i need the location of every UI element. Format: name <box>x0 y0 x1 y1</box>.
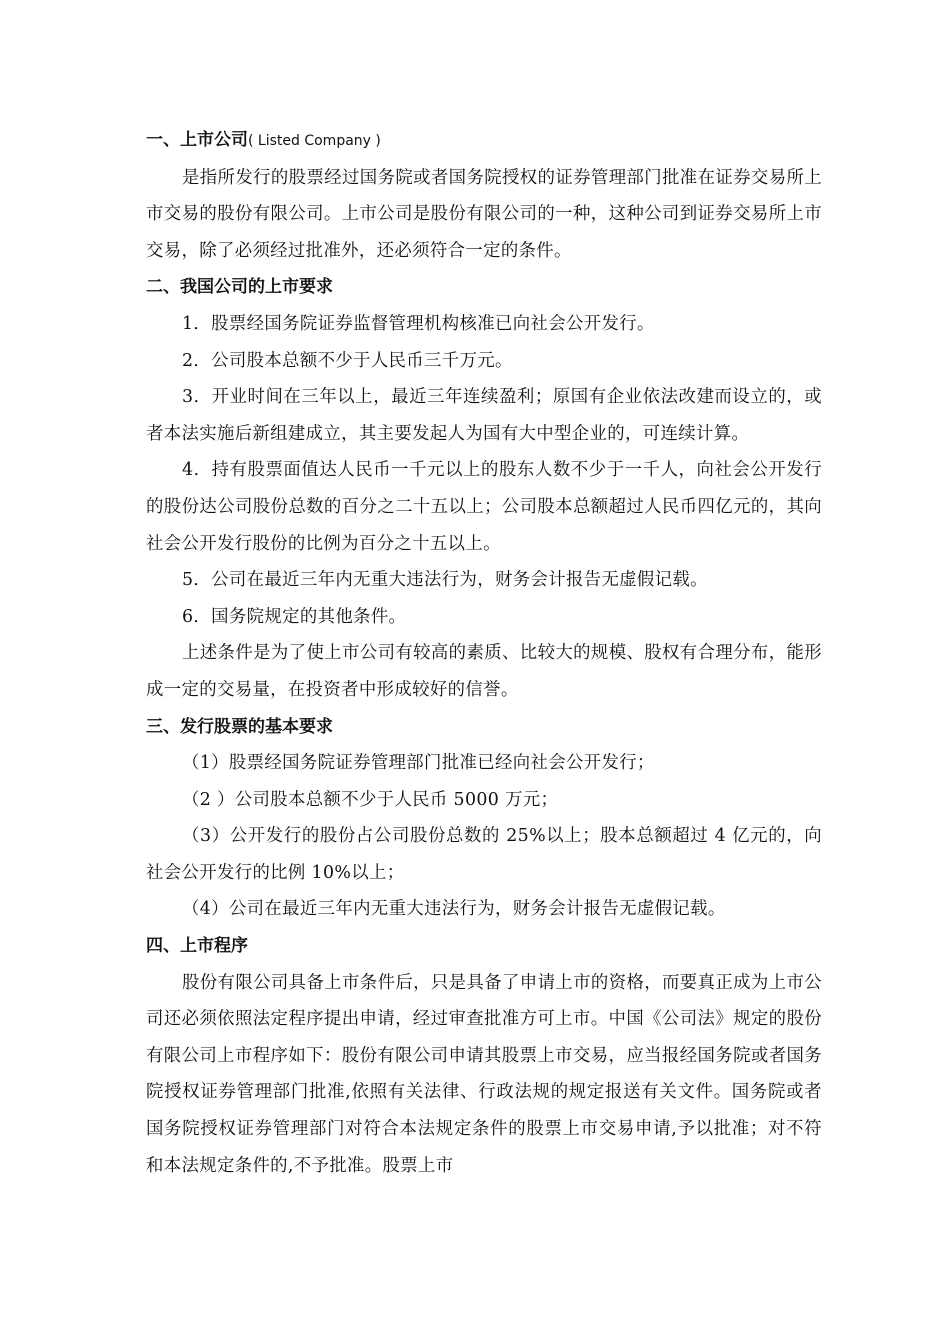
section-heading-listed-company: 一、上市公司( Listed Company ) <box>146 130 381 150</box>
list-item: （1）股票经国务院证券管理部门批准已经向社会公开发行； <box>182 753 655 774</box>
list-item: （3）公开发行的股份占公司股份总数的 25%以上；股本总额超过 4 亿元的，向社会公开发行的比例 10%以上； <box>146 826 822 883</box>
list-item: 1．股票经国务院证券监督管理机构核准已向社会公开发行。 <box>182 313 655 334</box>
list-item: 4．持有股票面值达人民币一千元以上的股东人数不少于一千人，向社会公开发行的股份达公司股份总数的百分之二十五以上；公司股本总额超过人民币四亿元的，其向社会公开发行股份的比例为百分之十五以上。 <box>146 460 822 554</box>
paragraph-requirements-summary: 上述条件是为了使上市公司有较高的素质、比较大的规模、股权有合理分布，能形成一定的交易量，在投资者中形成较好的信誉。 <box>146 643 822 700</box>
document-body <box>146 122 822 1184</box>
list-item: （4）公司在最近三年内无重大违法行为，财务会计报告无虚假记载。 <box>182 899 726 920</box>
section-heading-listing-requirements: 二、我国公司的上市要求 <box>146 277 333 298</box>
list-item: 3．开业时间在三年以上，最近三年连续盈利；原国有企业依法改建而设立的，或者本法实施后新组建成立，其主要发起人为国有大中型企业的，可连续计算。 <box>146 387 822 444</box>
list-item: （2 ）公司股本总额不少于人民币 5000 万元； <box>182 789 559 810</box>
section-heading-issuance-requirements: 三、发行股票的基本要求 <box>146 716 333 737</box>
paragraph-listing-procedure: 股份有限公司具备上市条件后，只是具备了申请上市的资格，而要真正成为上市公司还必须依照法定程序提出申请，经过审查批准方可上市。中国《公司法》规定的股份有限公司上市程序如下：股份有限公司申请其股票上市交易，应当报经国务院或者国务院授权证券管理部门批准,依照有关法律、行政法规的规定报送有关文件。国务院或者国务院授权证券管理部门对符合本法规定条件的股票上市交易申请,予以批准；对不符和本法规定条件的,不予批准。股票上市 <box>146 972 822 1176</box>
paragraph-listed-company-definition: 是指所发行的股票经过国务院或者国务院授权的证券管理部门批准在证券交易所上市交易的股份有限公司。上市公司是股份有限公司的一种，这种公司到证券交易所上市交易，除了必须经过批准外，还必须符合一定的条件。 <box>146 167 822 261</box>
section-heading-listing-procedure: 四、上市程序 <box>146 936 248 957</box>
list-item: 5．公司在最近三年内无重大违法行为，财务会计报告无虚假记载。 <box>182 570 708 591</box>
list-item: 2．公司股本总额不少于人民币三千万元。 <box>182 350 513 371</box>
heading-english-term: ( Listed Company ) <box>248 133 381 149</box>
list-item: 6．国务院规定的其他条件。 <box>182 606 407 627</box>
